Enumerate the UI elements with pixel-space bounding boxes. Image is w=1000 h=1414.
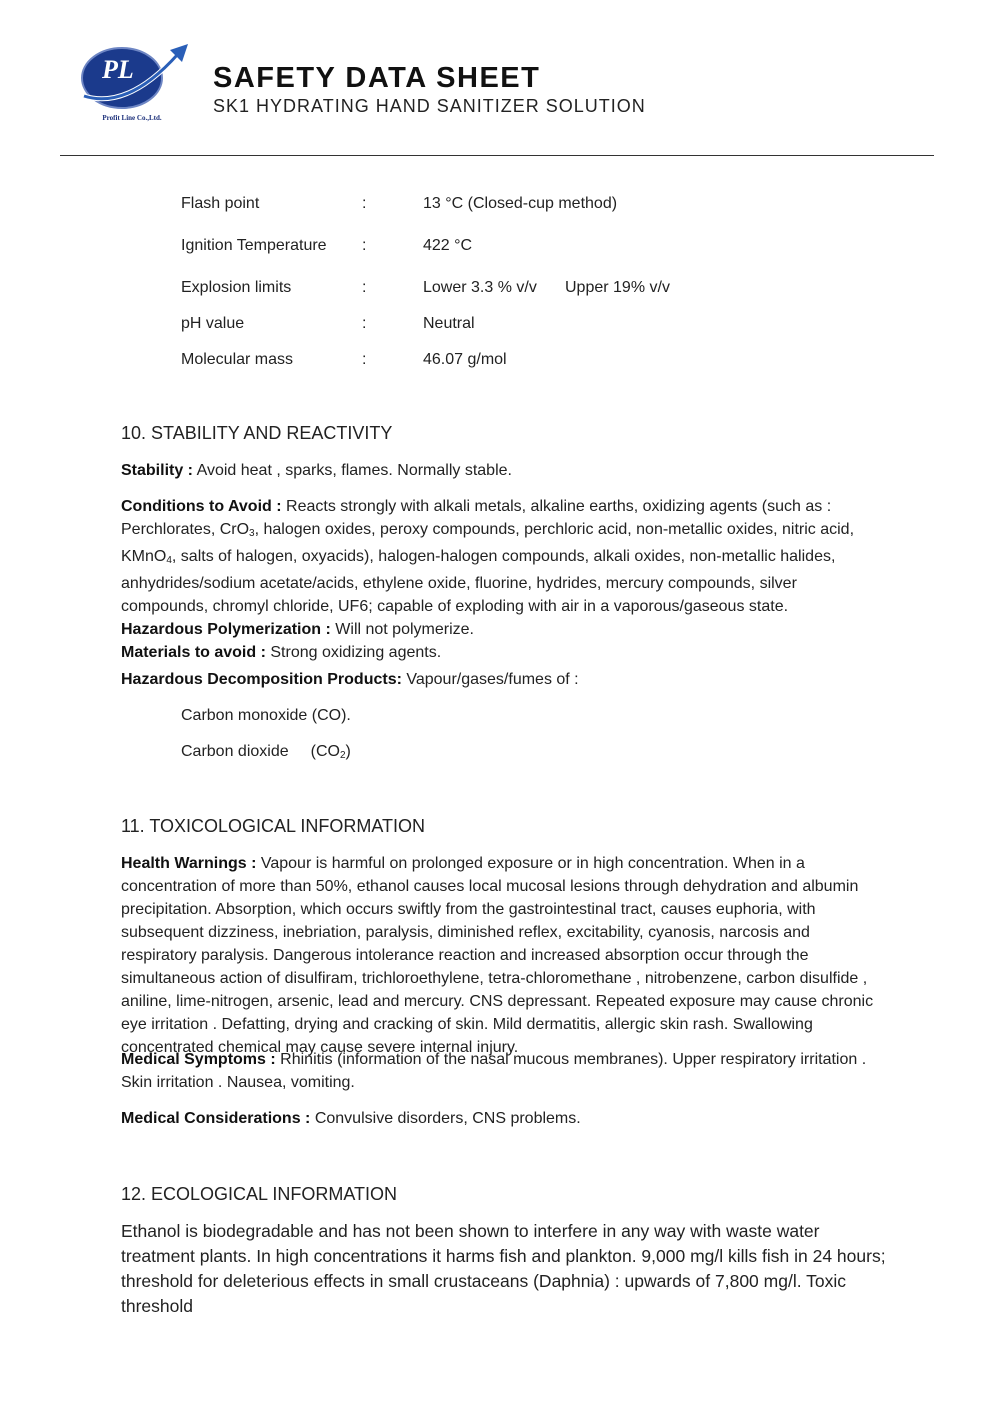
property-label: Molecular mass: [181, 351, 294, 368]
header-divider: [60, 155, 934, 156]
medical-symptoms-paragraph: [121, 1048, 886, 1094]
property-label: Explosion limits: [181, 279, 292, 296]
medical-symptoms-text: Rhinitis (information of the nasal mucous membranes). Upper respiratory irritation . Skin irritation . Nausea, vomiting.: [121, 1051, 867, 1091]
property-value: Neutral: [423, 315, 475, 332]
stability-text: Avoid heat , sparks, flames. Normally stable.: [196, 462, 512, 479]
property-label: pH value: [181, 315, 245, 332]
subscript: 3: [249, 528, 255, 539]
property-colon: :: [362, 237, 367, 254]
property-value: 422 °C: [423, 237, 473, 254]
decomposition-product: Carbon monoxide (CO).: [181, 707, 351, 724]
property-colon: :: [362, 351, 367, 368]
conditions-text: Reacts strongly with alkali metals, alkaline earths, oxidizing agents (such as : Perchlorates, CrO: [121, 498, 832, 538]
section-12-title: 12. ECOLOGICAL INFORMATION: [121, 1184, 398, 1204]
conditions-text: , salts of halogen, oxyacids), halogen-halogen compounds, alkali oxides, non-metallic halides, anhydrides/sodium acetate/acids, ethylene oxide, fluorine, hydrides, mercury compounds, silver compounds, chromyl chloride, UF6; capable of exploding with air in a vaporous/gaseous state.: [121, 548, 836, 615]
stability-label: Stability :: [121, 462, 194, 479]
health-warnings-paragraph: [121, 852, 886, 1059]
property-colon: :: [362, 315, 367, 332]
property-value: 13 °C (Closed-cup method): [423, 195, 618, 212]
stability-paragraph: [121, 459, 886, 482]
property-label: Ignition Temperature: [181, 237, 327, 254]
property-value: Lower 3.3 % v/v: [423, 279, 537, 296]
section-11-title: 11. TOXICOLOGICAL INFORMATION: [121, 816, 426, 836]
property-value: 46.07 g/mol: [423, 351, 507, 368]
medical-considerations-paragraph: [121, 1107, 886, 1130]
subscript: 2: [339, 750, 346, 761]
product-formula: (CO: [310, 743, 340, 760]
medical-considerations-text: Convulsive disorders, CNS problems.: [314, 1110, 581, 1127]
conditions-label: Conditions to Avoid :: [121, 498, 282, 515]
product-formula-end: ): [345, 743, 351, 760]
conditions-paragraph: [121, 495, 886, 664]
document-subtitle: SK1 HYDRATING HAND SANITIZER SOLUTION: [213, 96, 646, 116]
decomposition-product: [181, 742, 351, 766]
property-colon: :: [362, 195, 367, 212]
property-value-secondary: Upper 19% v/v: [565, 279, 670, 296]
property-colon: :: [362, 279, 367, 296]
polymerization-text: Will not polymerize.: [335, 621, 474, 638]
subscript: 4: [166, 555, 172, 566]
logo-caption: Profit Line Co.,Ltd.: [102, 114, 162, 122]
section-10-title: 10. STABILITY AND REACTIVITY: [121, 423, 393, 443]
product-name: Carbon dioxide: [181, 743, 289, 760]
decomposition-label: Hazardous Decomposition Products:: [121, 671, 402, 688]
decomposition-paragraph: [121, 668, 886, 691]
logo-text: PL: [102, 55, 134, 84]
health-warnings-label: Health Warnings :: [121, 855, 257, 872]
ecological-paragraph: Ethanol is biodegradable and has not been shown to interfere in any way with waste water treatment plants. In high concentrations it harms fish and plankton. 9,000 mg/l kills fish in 24 hours; threshold for deleterious effects in small crustaceans (Daphnia) : upwards of 7,800 mg/l. Toxic threshold: [121, 1221, 886, 1316]
document-title: SAFETY DATA SHEET: [213, 62, 541, 94]
decomposition-text: Vapour/gases/fumes of :: [406, 671, 579, 688]
polymerization-label: Hazardous Polymerization :: [121, 621, 331, 638]
property-label: Flash point: [181, 195, 260, 212]
materials-text: Strong oxidizing agents.: [270, 644, 442, 661]
medical-symptoms-label: Medical Symptoms :: [121, 1051, 276, 1068]
medical-considerations-label: Medical Considerations :: [121, 1110, 311, 1127]
health-warnings-text: Vapour is harmful on prolonged exposure or in high concentration. When in a concentration of more than 50%, ethanol causes local mucosal lesions through dehydration and albumin precipitation. Absorption, which occurs swiftly from the gastrointestinal tract, causes euphoria, with subsequent dizziness, inebriation, paralysis, diminished reflex, excitability, cyanosis, narcosis and respiratory paralysis. Dangerous intolerance reaction and increased absorption occur through the simultaneous action of disulfiram, trichloroethylene, tetra-chloromethane , nitrobenzene, carbon disulfide , aniline, lime-nitrogen, arsenic, lead and mercury. CNS depressant. Repeated exposure may cause chronic eye irritation . Defatting, drying and cracking of skin. Mild dermatitis, allergic skin rash. Swallowing concentrated chemical may cause severe internal injury.: [121, 855, 874, 1056]
conditions-text: , halogen oxides, peroxy compounds, perchloric acid, non-metallic oxides, nitric acid, KMnO: [121, 521, 855, 565]
materials-label: Materials to avoid :: [121, 644, 266, 661]
